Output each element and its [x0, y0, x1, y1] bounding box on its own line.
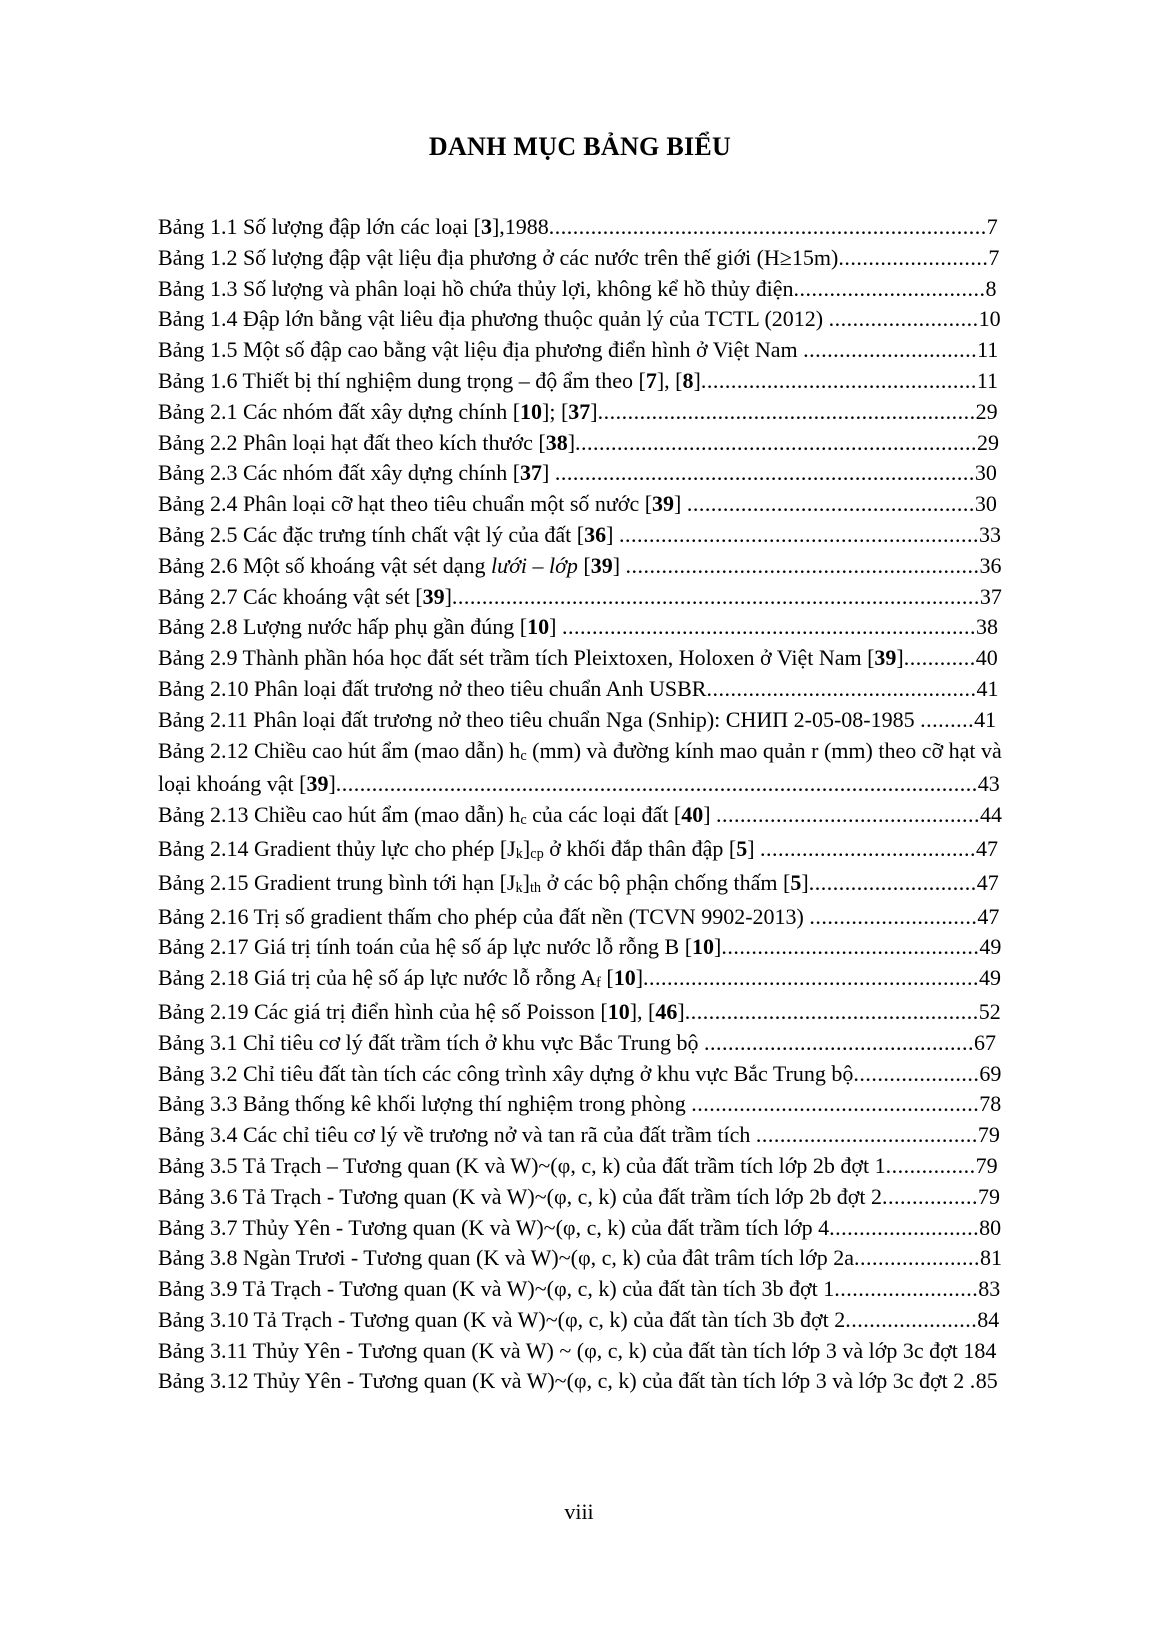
toc-leader-dots: ........................................................	[643, 965, 980, 991]
toc-entry[interactable]	[158, 551, 1002, 582]
toc-page-number: 37	[979, 583, 1002, 609]
toc-entry-text: Bảng 2.18 Giá trị của hệ số áp lực nước lỗ rỗng Af [10]	[158, 965, 644, 992]
toc-entry-text: Bảng 2.4 Phân loại cỡ hạt theo tiêu chuẩn một số nước [39]	[158, 491, 687, 517]
toc-entry[interactable]	[158, 674, 1002, 705]
toc-leader-dots: .	[969, 1368, 976, 1394]
toc-page-number: 10	[978, 306, 1001, 332]
toc-page-number: 43	[977, 771, 1000, 797]
toc-page-number: 8	[985, 275, 997, 301]
toc-leader-dots: ...........................................	[721, 934, 980, 960]
toc-page-number: 81	[979, 1245, 1002, 1271]
toc-leader-dots: .........................................................................	[548, 214, 987, 239]
toc-page-number: 41	[976, 675, 999, 701]
toc-entry[interactable]	[158, 902, 1002, 933]
toc-entry-text: Bảng 3.1 Chỉ tiêu cơ lý đất trầm tích ở khu vực Bắc Trung bộ	[158, 1029, 705, 1055]
toc-leader-dots: .....................................	[755, 1122, 978, 1148]
toc-page-number: 47	[976, 835, 999, 861]
toc-entry-text: Bảng 2.10 Phân loại đất trương nở theo tiêu chuẩn Anh USBR	[158, 675, 707, 701]
toc-page-number: 47	[977, 903, 1000, 929]
toc-leader-dots: ............	[903, 645, 976, 671]
toc-page-number: 11	[976, 367, 998, 393]
toc-page-number: 11	[977, 337, 999, 363]
toc-page-number: 47	[976, 869, 999, 895]
toc-entry-text: Bảng 3.9 Tả Trạch - Tương quan (K và W)~(φ, c, k) của đất tàn tích 3b đợt 1	[158, 1276, 835, 1302]
toc-leader-dots: .........................	[828, 306, 979, 332]
toc-leader-dots: .............................	[803, 337, 978, 363]
toc-page-number: 49	[979, 934, 1002, 960]
toc-leader-dots: .....................	[853, 1060, 980, 1086]
toc-leader-dots: .....................................................................	[561, 614, 976, 640]
toc-list	[158, 212, 1002, 1397]
toc-page-number: 36	[979, 552, 1002, 578]
toc-entry[interactable]	[158, 705, 1002, 736]
toc-entry-text: Bảng 2.6 Một số khoáng vật sét dạng lưới – lớp [39]	[158, 552, 626, 578]
toc-entry-text: Bảng 2.7 Các khoáng vật sét [39]	[158, 583, 452, 609]
toc-entry-text: Bảng 1.2 Số lượng đập vật liệu địa phương ở các nước trên thế giới (H≥15m)	[158, 244, 839, 270]
toc-entry-text: Bảng 2.19 Các giá trị điển hình của hệ số Poisson [10], [46]	[158, 998, 685, 1024]
toc-entry[interactable]	[158, 1366, 1002, 1397]
toc-leader-dots: ................	[881, 1183, 978, 1209]
toc-leader-dots: ...........................................................................................................	[335, 771, 978, 797]
toc-entry[interactable]	[158, 612, 1002, 643]
toc-page-number: 52	[978, 998, 1001, 1024]
toc-page-number: 84	[977, 1306, 1000, 1332]
toc-entry[interactable]	[158, 1336, 1002, 1367]
toc-leader-dots: ................................	[793, 275, 986, 301]
toc-leader-dots: .........................	[829, 1214, 980, 1240]
toc-entry-text: Bảng 3.5 Tả Trạch – Tương quan (K và W)~(φ, c, k) của đất trầm tích lớp 2b đợt 1	[158, 1152, 886, 1178]
toc-entry[interactable]	[158, 1120, 1002, 1151]
toc-entry[interactable]	[158, 643, 1002, 674]
toc-page-number: 80	[979, 1214, 1002, 1240]
toc-entry[interactable]	[158, 1028, 1002, 1059]
toc-page-number: 83	[978, 1276, 1001, 1302]
toc-entry-text: Bảng 2.16 Trị số gradient thấm cho phép của đất nền (TCVN 9902-2013)	[158, 903, 810, 929]
toc-entry[interactable]	[158, 997, 1002, 1028]
toc-entry[interactable]	[158, 582, 1002, 613]
toc-leader-dots: ......................	[845, 1306, 978, 1332]
toc-leader-dots: .............................................	[704, 1029, 975, 1055]
toc-entry[interactable]	[158, 736, 1002, 801]
toc-entry-text: Bảng 2.12 Chiều cao hút ẩm (mao dẫn) hc (mm) và đường kính mao quản r (mm) theo cỡ hạt và loại khoáng vật [39]	[158, 737, 1002, 797]
toc-leader-dots: ............................................	[716, 802, 981, 828]
toc-page-number: 29	[977, 429, 1000, 455]
toc-leader-dots: .................................................	[684, 998, 979, 1024]
toc-entry[interactable]	[158, 1274, 1002, 1305]
toc-entry-text: Bảng 3.12 Thủy Yên - Tương quan (K và W)~(φ, c, k) của đất tàn tích lớp 3 và lớp 3c đợt 2	[158, 1368, 970, 1394]
toc-page-number: 7	[986, 214, 998, 239]
toc-leader-dots: .............................................	[706, 675, 977, 701]
toc-leader-dots: ...............................................................	[597, 398, 976, 424]
toc-entry[interactable]	[158, 428, 1002, 459]
toc-page-number: 44	[980, 802, 1003, 828]
toc-entry-text: Bảng 1.1 Số lượng đập lớn các loại [3],1988	[158, 214, 549, 239]
toc-entry-text: Bảng 2.8 Lượng nước hấp phụ gần đúng [10]	[158, 614, 562, 640]
page-title: DANH MỤC BẢNG BIỂU	[428, 132, 732, 161]
toc-entry[interactable]	[158, 1243, 1002, 1274]
toc-page-number: 85	[975, 1368, 998, 1394]
toc-page-number: 33	[978, 521, 1001, 547]
toc-leader-dots: ............................	[808, 869, 977, 895]
toc-entry[interactable]	[158, 212, 1002, 243]
toc-leader-dots: ...................................................................	[575, 429, 978, 455]
toc-entry-text: Bảng 2.2 Phân loại hạt đất theo kích thước [38]	[158, 429, 576, 455]
toc-entry-text: Bảng 2.11 Phân loại đất trương nở theo tiêu chuẩn Nga (Snhip): СНИП 2-05-08-1985	[158, 706, 921, 732]
toc-entry[interactable]	[158, 397, 1002, 428]
toc-entry-text: Bảng 2.13 Chiều cao hút ẩm (mao dẫn) hc của các loại đất [40]	[158, 802, 717, 829]
toc-entry[interactable]	[158, 335, 1002, 366]
toc-entry[interactable]	[158, 932, 1002, 963]
toc-page-number: 79	[975, 1152, 998, 1178]
toc-leader-dots: ............................................................	[618, 521, 979, 547]
toc-entry-text: Bảng 3.7 Thủy Yên - Tương quan (K và W)~(φ, c, k) của đất trầm tích lớp 4	[158, 1214, 830, 1240]
toc-entry-text: Bảng 2.1 Các nhóm đất xây dựng chính [10]; [37]	[158, 398, 598, 424]
toc-page-number: 49	[979, 965, 1002, 991]
toc-page-number: 30	[974, 460, 997, 486]
toc-page-number: 41	[974, 706, 997, 732]
toc-entry[interactable]	[158, 868, 1002, 902]
toc-page-number: 78	[979, 1091, 1002, 1117]
toc-entry[interactable]	[158, 520, 1002, 551]
toc-page-number: 79	[977, 1183, 1000, 1209]
toc-entry-text: Bảng 3.6 Tả Trạch - Tương quan (K và W)~(φ, c, k) của đất trầm tích lớp 2b đợt 2	[158, 1183, 882, 1209]
toc-entry-text: Bảng 2.3 Các nhóm đất xây dựng chính [37]	[158, 460, 555, 486]
toc-entry[interactable]	[158, 489, 1002, 520]
toc-entry[interactable]	[158, 1213, 1002, 1244]
page-number-footer: viii	[564, 1499, 594, 1524]
toc-leader-dots: .........................	[838, 244, 989, 270]
toc-entry-text: Bảng 1.4 Đập lớn bằng vật liêu địa phương thuộc quản lý của TCTL (2012)	[158, 306, 829, 332]
toc-entry[interactable]	[158, 458, 1002, 489]
toc-entry[interactable]	[158, 963, 1002, 997]
toc-entry-text: Bảng 3.2 Chỉ tiêu đất tàn tích các công trình xây dựng ở khu vực Bắc Trung bộ	[158, 1060, 854, 1086]
toc-leader-dots: .........	[920, 706, 975, 732]
toc-page-number: 29	[975, 398, 998, 424]
toc-leader-dots: ........................................................................................	[451, 583, 980, 609]
toc-entry[interactable]	[158, 243, 1002, 274]
toc-entry[interactable]	[158, 1151, 1002, 1182]
toc-entry-text: Bảng 3.11 Thủy Yên - Tương quan (K và W) ~ (φ, c, k) của đất tàn tích lớp 3 và lớp 3c đợt 1	[158, 1337, 975, 1363]
toc-page-number: 79	[977, 1122, 1000, 1148]
toc-leader-dots: ............................	[809, 903, 978, 929]
toc-leader-dots: ......................................................................	[554, 460, 975, 486]
toc-entry[interactable]	[158, 1089, 1002, 1120]
toc-entry[interactable]	[158, 1305, 1002, 1336]
toc-entry-text: Bảng 1.5 Một số đập cao bằng vật liệu địa phương điển hình ở Việt Nam	[158, 337, 804, 363]
toc-leader-dots: ................................................	[686, 491, 975, 517]
toc-entry-text: Bảng 3.10 Tả Trạch - Tương quan (K và W)~(φ, c, k) của đất tàn tích 3b đợt 2	[158, 1306, 846, 1332]
toc-leader-dots: ........................	[834, 1276, 979, 1302]
toc-entry[interactable]	[158, 800, 1002, 834]
toc-entry-text: Bảng 2.9 Thành phần hóa học đất sét trầm tích Pleixtoxen, Holoxen ở Việt Nam [39]	[158, 645, 904, 671]
toc-entry-text: Bảng 3.4 Các chỉ tiêu cơ lý về trương nở và tan rã của đất trầm tích	[158, 1122, 756, 1148]
toc-page-number: 7	[988, 244, 1000, 270]
toc-entry[interactable]	[158, 834, 1002, 868]
toc-leader-dots: .....................	[853, 1245, 980, 1271]
toc-entry[interactable]	[158, 1059, 1002, 1090]
toc-page-number: 30	[974, 491, 997, 517]
toc-page-number: 69	[979, 1060, 1002, 1086]
toc-leader-dots: ...............	[885, 1152, 976, 1178]
toc-entry-text: Bảng 3.8 Ngàn Trươi - Tương quan (K và W)~(φ, c, k) của đât trâm tích lớp 2a	[158, 1245, 854, 1271]
toc-page-number: 67	[974, 1029, 997, 1055]
toc-leader-dots: ..............................................	[700, 367, 977, 393]
toc-entry[interactable]	[158, 304, 1002, 335]
toc-entry-text: Bảng 1.6 Thiết bị thí nghiệm dung trọng – độ ẩm theo [7], [8]	[158, 367, 701, 393]
toc-entry[interactable]	[158, 274, 1002, 305]
toc-entry-text: Bảng 2.14 Gradient thủy lực cho phép [Jk]cp ở khối đắp thân đập [5]	[158, 835, 761, 862]
toc-entry[interactable]	[158, 1182, 1002, 1213]
toc-entry-text: Bảng 2.5 Các đặc trưng tính chất vật lý của đất [36]	[158, 521, 619, 547]
toc-entry-text: Bảng 2.15 Gradient trung bình tới hạn [Jk]th ở các bộ phận chống thấm [5]	[158, 869, 809, 896]
toc-entry[interactable]	[158, 366, 1002, 397]
toc-page-number: 38	[975, 614, 998, 640]
toc-entry-text: Bảng 1.3 Số lượng và phân loại hồ chứa thủy lợi, không kể hồ thủy điện	[158, 275, 794, 301]
toc-leader-dots: ...........................................................	[625, 552, 980, 578]
toc-entry-text: Bảng 2.17 Giá trị tính toán của hệ số áp lực nước lỗ rỗng B [10]	[158, 934, 722, 960]
toc-page-number: 40	[975, 645, 998, 671]
toc-leader-dots: ....................................	[760, 835, 977, 861]
toc-leader-dots: ................................................	[691, 1091, 980, 1117]
toc-page-number: 84	[974, 1337, 997, 1363]
toc-entry-text: Bảng 3.3 Bảng thống kê khối lượng thí nghiệm trong phòng	[158, 1091, 692, 1117]
